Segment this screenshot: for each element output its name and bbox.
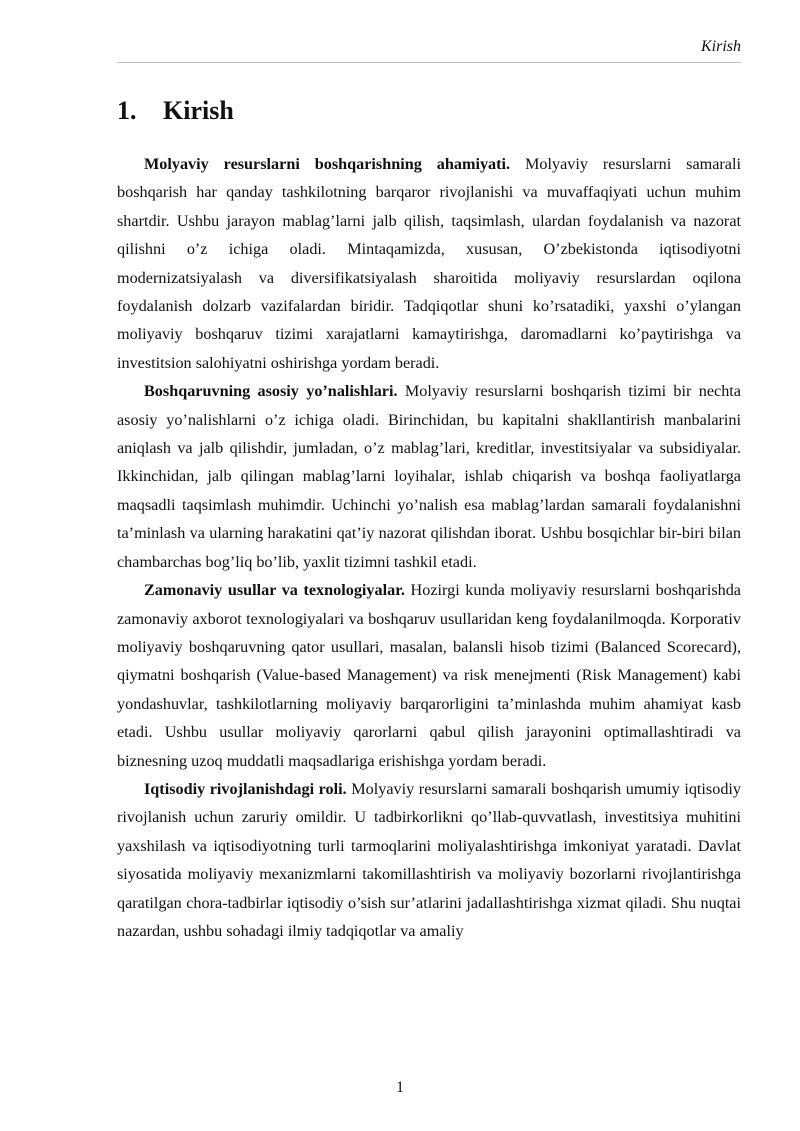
page-number: 1 bbox=[396, 1079, 404, 1096]
paragraph-lead: Iqtisodiy rivojlanishdagi roli. bbox=[144, 779, 347, 798]
paragraph-lead: Boshqaruvning asosiy yo’nalishlari. bbox=[144, 382, 398, 401]
chapter-title-text: Kirish bbox=[163, 96, 234, 125]
paragraph bbox=[117, 377, 741, 576]
paragraph-text: Molyaviy resurslarni samarali boshqarish har qanday tashkilotning barqaror rivojlanishi va muvaffaqiyati uchun muhim shartdir. Ushbu jarayon mablag’larni jalb qilish, taqsimlash, ulardan foydalanish va nazorat qilishni o’z ichiga oladi. Mintaqamizda, xususan, O’zbekistonda iqtisodiyotni modernizatsiyalash va diversifikatsiyalash sharoitida moliyaviy resurslardan oqilona foydalanish dolzarb vazifalardan biridir. Tadqiqotlar shuni ko’rsatadiki, yaxshi o’ylangan moliyaviy boshqaruv tizimi xarajatlarni kamaytirishga, daromadlarni ko’paytirishga va investitsion salohiyatni oshirishga yordam beradi. bbox=[117, 155, 741, 372]
paragraph bbox=[117, 775, 741, 945]
paragraph-text: Molyaviy resurslarni samarali boshqarish umumiy iqtisodiy rivojlanish uchun zaruriy omildir. U tadbirkorlikni qo’llab-quvvatlash, investitsiya muhitini yaxshilash va iqtisodiyotning turli tarmoqlarini moliyalashtirishga imkoniyat yaratadi. Davlat siyosatida moliyaviy mexanizmlarni takomillashtirish va moliyaviy bozorlarni rivojlantirishga qaratilgan chora-tadbirlar iqtisodiy o’sish sur’atlarini jadallashtirishga xizmat qiladi. Shu nuqtai nazardan, ushbu sohadagi ilmiy tadqiqotlar va amaliy bbox=[117, 779, 742, 940]
paragraph-lead: Zamonaviy usullar va texnologiyalar. bbox=[144, 581, 405, 600]
paragraph-text: Molyaviy resurslarni boshqarish tizimi bir nechta asosiy yo’nalishlarni o’z ichiga oladi. Birinchidan, bu kapitalni shakllantirish manbalarini aniqlash va jalb qilishdir, jumladan, o’z mablag’lari, kreditlar, investitsiyalar va subsidiyalar. Ikkinchidan, jalb qilingan mablag’larni loyihalar, ishlab chiqarish va boshqa faoliyatlarga maqsadli taqsimlash muhimdir. Uchinchi yo’nalish esa mablag’lardan samarali foydalanishni ta’minlash va ularning harakatini qat’iy nazorat qilishdan iborat. Ushbu bosqichlar bir-biri bilan chambarchas bog’liq bo’lib, yaxlit tizimni tashkil etadi. bbox=[117, 382, 741, 571]
chapter-number: 1. bbox=[117, 96, 137, 125]
paragraph bbox=[117, 576, 741, 775]
body-text bbox=[117, 150, 741, 945]
chapter-title bbox=[117, 96, 234, 126]
paragraph-lead: Molyaviy resurslarni boshqarishning ahamiyati. bbox=[144, 155, 511, 173]
paragraph bbox=[117, 150, 741, 377]
running-header: Kirish bbox=[117, 38, 741, 63]
paragraph-text: Hozirgi kunda moliyaviy resurslarni boshqarishda zamonaviy axborot texnologiyalari va boshqaruv usullaridan keng foydalanilmoqda. Korporativ moliyaviy boshqaruvning qator usullari, masalan, balansli hisob tizimi (Balanced Scorecard), qiymatni boshqarish (Value-based Management) va risk menejmenti (Risk Management) kabi yondashuvlar, tashkilotlarning moliyaviy barqarorligini ta’minlashda muhim ahamiyat kasb etadi. Ushbu usullar moliyaviy qarorlarni qabul qilish jarayonini optimallashtiradi va biznesning uzoq muddatli maqsadlariga erishishga yordam beradi. bbox=[117, 581, 741, 770]
